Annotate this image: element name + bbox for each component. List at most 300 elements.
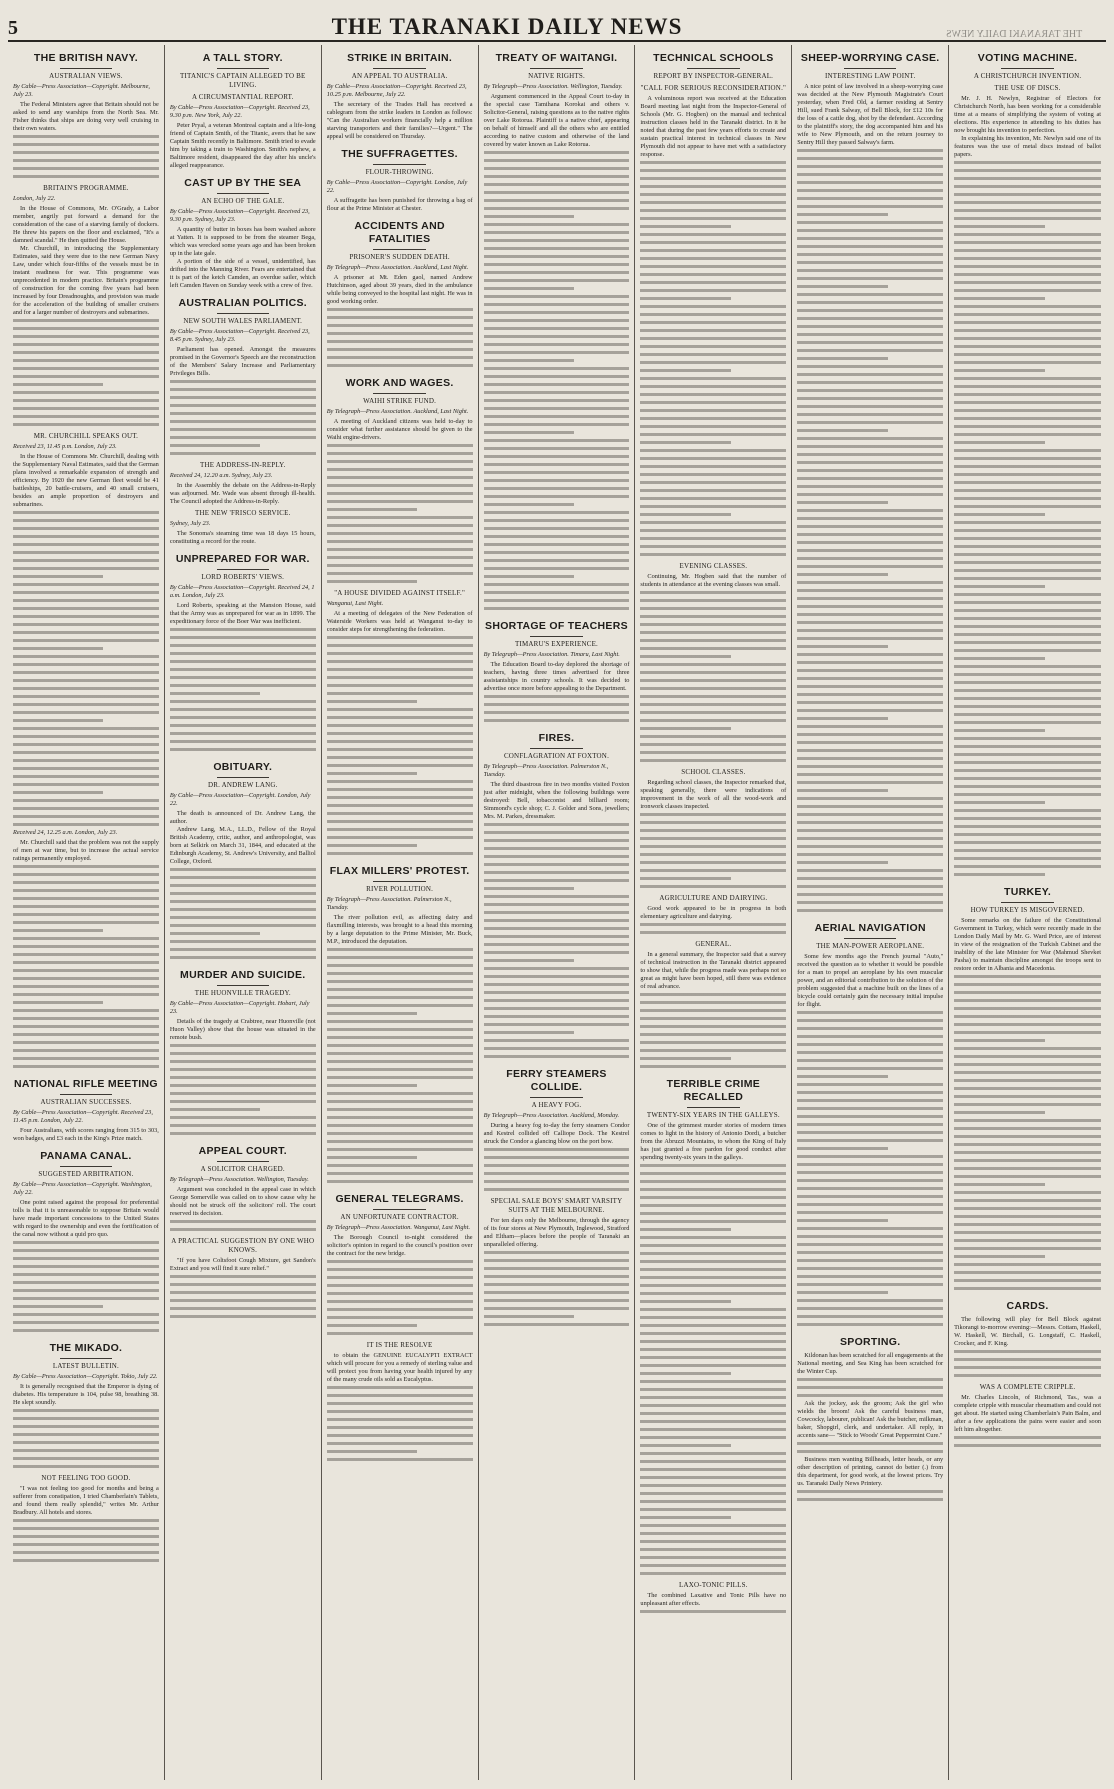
illegible-text-line [170,730,316,738]
illegible-text-line [954,1213,1101,1221]
illegible-text-line [13,421,159,429]
article-dateline: By Telegraph—Press Association. Auckland, Monday. [483,1112,620,1119]
article-subhead: WAIHI STRIKE FUND. [363,397,437,405]
illegible-text-line [13,863,159,871]
illegible-text-line [484,501,574,509]
illegible-text-line [13,879,159,887]
news-article [170,52,316,170]
illegible-text-line [484,1313,574,1321]
illegible-text-line [13,927,103,935]
article-subhead: EVENING CLASSES. [679,562,748,570]
illegible-text-line [13,613,159,621]
illegible-text-line [170,946,316,954]
illegible-text-line [13,1247,159,1255]
article-subhead: BRITAIN'S PROGRAMME. [43,184,129,192]
article-body [640,951,786,1071]
illegible-text-line [797,195,943,203]
illegible-text-line [954,871,1045,879]
news-article [640,562,786,765]
illegible-text-line [327,962,473,970]
illegible-text-line [327,978,473,986]
illegible-text-line [484,1013,630,1021]
illegible-text-line [484,717,630,725]
illegible-text-line [484,293,630,301]
illegible-text-line [13,805,159,813]
illegible-text-line [327,1384,473,1392]
illegible-text-line [640,733,786,741]
article-subhead: CONFLAGRATION AT FOXTON. [503,752,610,760]
article-body [170,1018,316,1138]
illegible-text-line [327,850,473,858]
article-body [170,602,316,754]
illegible-text-line [170,626,316,634]
illegible-text-line [327,514,473,522]
illegible-text-line [640,255,786,263]
illegible-text-line [797,579,943,587]
illegible-text-line [170,666,316,674]
illegible-text-line [484,573,574,581]
illegible-text-line [954,207,1101,215]
headline-rule [217,193,270,194]
article-body [640,1122,786,1578]
illegible-text-line [484,1154,630,1162]
page-number: 5 [8,17,18,39]
illegible-text-line [170,914,316,922]
illegible-text-line [797,515,943,523]
illegible-text-line [640,407,786,415]
headline-rule [217,777,270,778]
illegible-text-line [954,479,1101,487]
illegible-text-line [484,1053,630,1061]
illegible-text-line [797,635,943,643]
illegible-text-line [170,434,316,442]
article-paragraph: Lord Roberts, speaking at the Mansion House, said that the Army was as unprepared for war as in 1899. The expeditionary force of the Boer War was inefficient. [169,602,316,625]
illegible-text-line [797,1017,943,1025]
illegible-text-line [327,778,473,786]
article-body [170,226,316,290]
article-dateline: By Cable—Press Association—Copyright. Melbourne, July 23. [13,83,150,98]
illegible-text-line [170,714,316,722]
news-columns [8,45,1106,1780]
article-body [954,1316,1101,1380]
article-subhead: AUSTRALIAN VIEWS. [49,72,123,80]
illegible-text-line [954,743,1101,751]
news-article [170,1145,316,1234]
article-body [640,905,786,937]
illegible-text-line [640,991,786,999]
illegible-text-line [954,167,1101,175]
illegible-text-line [797,467,943,475]
news-column [322,45,479,1780]
illegible-text-line [13,1447,159,1455]
article-subhead: RIVER POLLUTION. [366,885,434,893]
illegible-text-line [327,1258,473,1266]
article-body [327,1234,473,1338]
article-subhead: THE MAN-POWER AEROPLANE. [816,942,925,950]
illegible-text-line [484,901,630,909]
article-body [170,1186,316,1234]
illegible-text-line [640,1226,730,1234]
illegible-text-line [327,802,473,810]
illegible-text-line [640,343,786,351]
illegible-text-line [640,1402,786,1410]
illegible-text-line [640,1410,786,1418]
illegible-text-line [797,1081,943,1089]
illegible-text-line [640,519,786,527]
illegible-text-line [170,1066,316,1074]
illegible-text-line [640,1514,730,1522]
illegible-text-line [797,1297,943,1305]
illegible-text-line [640,479,786,487]
illegible-text-line [484,1178,630,1186]
illegible-text-line [640,311,786,319]
article-headline: THE BRITISH NAVY. [33,52,138,64]
illegible-text-line [797,1448,943,1456]
article-headline: WORK AND WAGES. [345,377,454,389]
illegible-text-line [954,1165,1101,1173]
illegible-text-line [797,347,943,355]
illegible-text-line [954,303,1101,311]
article-body [13,453,159,829]
illegible-text-line [170,1090,316,1098]
illegible-text-line [797,323,943,331]
illegible-text-line [640,391,786,399]
article-body [797,1400,943,1456]
illegible-text-line [640,183,786,191]
illegible-text-line [327,946,473,954]
illegible-text-line [484,709,630,717]
illegible-text-line [954,455,1101,463]
article-subhead: MR. CHURCHILL SPEAKS OUT. [33,432,139,440]
illegible-text-line [640,503,786,511]
news-column [949,45,1106,1780]
illegible-text-line [13,709,159,717]
illegible-text-line [954,463,1101,471]
illegible-text-line [484,317,630,325]
illegible-text-line [797,1137,943,1145]
headline-rule [60,68,113,69]
illegible-text-line [484,469,630,477]
illegible-text-line [327,498,473,506]
article-subhead: LATEST BULLETIN. [52,1362,119,1370]
illegible-text-line [640,1418,786,1426]
illegible-text-line [954,1133,1101,1141]
illegible-text-line [797,643,887,651]
illegible-text-line [954,655,1045,663]
illegible-text-line [13,919,159,927]
illegible-text-line [954,663,1101,671]
illegible-text-line [327,1290,473,1298]
article-dateline: Sydney, July 23. [169,520,211,527]
illegible-text-line [327,826,473,834]
illegible-text-line [13,677,159,685]
article-subhead: IT IS THE RESOLVE [366,1341,433,1349]
article-paragraph: Some remarks on the failure of the Constitutional Government in Turkey, which were recently made in the London Daily Mail by Mr. G. Ward Price, are of interest in view of the resignation of the Turkish Cabinet and the inability of the late Minister for War (Mahmud Shevket Pasha) to maintain discipline amongst the troops sent to restore order in Albania and Macedonia. [954,917,1101,972]
illegible-text-line [797,539,943,547]
article-body [484,1217,630,1329]
illegible-text-line [327,546,473,554]
illegible-text-line [484,933,630,941]
illegible-text-line [954,1372,1101,1380]
illegible-text-line [13,565,159,573]
illegible-text-line [13,1525,159,1533]
illegible-text-line [170,1281,316,1289]
headline-rule [530,1097,583,1098]
illegible-text-line [954,1205,1101,1213]
illegible-text-line [484,533,630,541]
article-headline: FERRY STEAMERS COLLIDE. [506,1068,607,1093]
illegible-text-line [170,954,316,962]
article-dateline: By Telegraph—Press Association. Auckland, Last Night. [326,264,469,271]
illegible-text-line [13,1541,159,1549]
illegible-text-line [640,1218,786,1226]
article-headline: STRIKE IN BRITAIN. [347,52,453,64]
article-body [640,779,786,891]
illegible-text-line [797,363,943,371]
illegible-text-line [484,829,630,837]
illegible-text-line [640,1386,786,1394]
illegible-text-line [484,861,630,869]
illegible-text-line [327,1432,473,1440]
news-article [640,940,786,1071]
illegible-text-line [797,163,943,171]
news-article [954,1383,1101,1450]
illegible-text-line [13,1463,159,1471]
illegible-text-line [13,797,159,805]
illegible-text-line [640,1314,786,1322]
illegible-text-line [797,483,943,491]
illegible-text-line [640,159,786,167]
illegible-text-line [327,1440,473,1448]
illegible-text-line [640,1450,786,1458]
illegible-text-line [170,1098,316,1106]
illegible-text-line [640,717,786,725]
illegible-text-line [797,1496,943,1504]
news-article [484,1068,630,1194]
illegible-text-line [327,986,473,994]
illegible-text-line [954,1221,1101,1229]
illegible-text-line [797,1376,943,1384]
illegible-text-line [484,237,630,245]
illegible-text-line [13,693,159,701]
headline-rule [844,938,897,939]
illegible-text-line [327,1408,473,1416]
illegible-text-line [640,1434,786,1442]
illegible-text-line [640,1023,786,1031]
illegible-text-line [797,475,943,483]
illegible-text-line [640,589,786,597]
headline-rule [687,68,740,69]
illegible-text-line [327,994,473,1002]
news-article [170,553,316,754]
illegible-text-line [484,869,630,877]
article-subhead: INTERESTING LAW POINT. [824,72,916,80]
illegible-text-line [484,893,630,901]
illegible-text-line [13,1063,159,1071]
illegible-text-line [640,551,786,559]
illegible-text-line [954,855,1101,863]
illegible-text-line [13,1517,159,1525]
news-article [640,1078,786,1578]
article-body [954,1394,1101,1450]
illegible-text-line [640,1298,730,1306]
illegible-text-line [797,339,943,347]
illegible-text-line [954,727,1045,735]
article-paragraph: Ask the jockey, ask the groom; Ask the girl who wields the broom! Ask the careful business man, Cowcocky, labourer, publican! Ask the butcher, milkman, baker, Shopgirl, clerk, and undertaker. All reply, in accents sane— "Stick to Woods' Great Peppermint Cure." [797,1400,944,1439]
news-article [327,148,473,213]
illegible-text-line [484,205,630,213]
article-subhead: TWENTY-SIX YEARS IN THE GALLEYS. [646,1111,780,1119]
news-article [640,1581,786,1616]
illegible-text-line [954,1253,1045,1261]
article-headline: NATIONAL RIFLE MEETING [13,1078,158,1090]
illegible-text-line [170,906,316,914]
illegible-text-line [797,411,943,419]
illegible-text-line [954,335,1101,343]
article-body [170,810,316,962]
illegible-text-line [954,1101,1101,1109]
illegible-text-line [640,239,786,247]
article-body [327,197,473,213]
article-headline: TREATY OF WAITANGI. [495,52,618,64]
illegible-text-line [954,815,1101,823]
illegible-text-line [484,565,630,573]
article-dateline: By Cable—Press Association—Copyright. Received 23, 9.30 p.m. Sydney, July 23. [169,208,310,223]
headline-rule [373,393,426,394]
article-dateline: By Telegraph—Press Association. Wellington, Tuesday. [483,83,623,90]
illegible-text-line [797,563,943,571]
illegible-text-line [797,1009,943,1017]
illegible-text-line [170,882,316,890]
illegible-text-line [954,1045,1101,1053]
article-body [797,1456,943,1504]
illegible-text-line [797,1440,943,1448]
illegible-text-line [797,883,943,891]
illegible-text-line [640,351,786,359]
illegible-text-line [484,925,630,933]
illegible-text-line [640,827,786,835]
article-paragraph: The third disastrous fire in two months visited Foxton just after midnight, when the following buildings were destroyed: Bell, tobacconist and billiard room; Simmond's cycle shop; C. J. Golder and Sons, jewellers; Mrs. M. Parkes, dressmaker. [483,781,630,820]
article-paragraph: A nice point of law involved in a sheep-worrying case was decided at the New Plymouth Magistrate's Court yesterday, when Fred Old, a farmer residing at Sentry Hill, sued Frank Salway, of Bell Block, for £12 10s for the loss of a cattle dog, shot by the defendant. According to the plaintiff's story, the dog accompanied him and his wife to New Plymouth, and on the return journey to Sentry Hill they passed Salway's farm. [797,83,944,146]
illegible-text-line [13,589,159,597]
illegible-text-line [797,355,887,363]
illegible-text-line [13,1047,159,1055]
article-dateline: Received 24, 12.25 a.m. London, July 23. [13,829,118,836]
illegible-text-line [484,917,630,925]
illegible-text-line [954,527,1101,535]
illegible-text-line [954,1093,1101,1101]
illegible-text-line [13,911,159,919]
illegible-text-line [13,325,159,333]
illegible-text-line [640,231,786,239]
illegible-text-line [954,1085,1101,1093]
illegible-text-line [640,471,786,479]
news-article [484,52,630,613]
illegible-text-line [640,1170,786,1178]
illegible-text-line [13,903,159,911]
illegible-text-line [13,1031,159,1039]
news-article [954,52,1101,879]
illegible-text-line [327,818,473,826]
illegible-text-line [170,898,316,906]
illegible-text-line [327,1130,473,1138]
illegible-text-line [797,1265,943,1273]
illegible-text-line [170,1074,316,1082]
illegible-text-line [327,306,473,314]
illegible-text-line [640,319,786,327]
illegible-text-line [797,1057,943,1065]
illegible-text-line [640,1378,786,1386]
news-article [327,589,473,858]
illegible-text-line [954,1069,1101,1077]
news-article [797,52,943,915]
illegible-text-line [170,1289,316,1297]
illegible-text-line [640,1178,786,1186]
illegible-text-line [797,1225,943,1233]
illegible-text-line [954,535,1101,543]
illegible-text-line [484,1170,630,1178]
illegible-text-line [484,1021,630,1029]
article-paragraph: For ten days only the Melbourne, through the agency of its four stores at New Plymouth, Inglewood, Stratford and Eltham—places before the people of Taranaki an unparalleled offering. [483,1217,630,1248]
illegible-text-line [13,1255,159,1263]
illegible-text-line [484,309,630,317]
illegible-text-line [170,746,316,754]
illegible-text-line [13,541,159,549]
illegible-text-line [327,658,473,666]
illegible-text-line [797,1305,943,1313]
article-subhead: AN ECHO OF THE GALE. [201,197,285,205]
illegible-text-line [797,251,943,259]
illegible-text-line [954,159,1101,167]
article-dateline: By Telegraph—Press Association. Palmerston N., Tuesday. [326,896,452,911]
article-body [170,482,316,506]
illegible-text-line [170,674,316,682]
illegible-text-line [797,755,943,763]
illegible-text-line [797,699,943,707]
illegible-text-line [484,877,630,885]
illegible-text-line [797,683,943,691]
illegible-text-line [327,330,473,338]
illegible-text-line [327,794,473,802]
illegible-text-line [797,723,943,731]
article-body [327,101,473,141]
headline-rule [217,1161,270,1162]
illegible-text-line [640,661,786,669]
article-dateline: By Telegraph—Press Association. Wanganui, Last Night. [326,1224,471,1231]
article-body [170,346,316,458]
illegible-text-line [170,450,316,458]
illegible-text-line [327,682,473,690]
illegible-text-line [797,907,943,915]
illegible-text-line [484,509,630,517]
illegible-text-line [954,399,1101,407]
article-subhead: AUSTRALIAN SUCCESSES. [40,1098,132,1106]
article-dateline: Received 23, 11.45 p.m. London, July 23. [13,443,117,450]
illegible-text-line [13,781,159,789]
illegible-text-line [13,573,103,581]
illegible-text-line [954,239,1101,247]
illegible-text-line [327,458,473,466]
illegible-text-line [797,707,943,715]
illegible-text-line [954,1434,1101,1442]
illegible-text-line [640,167,786,175]
illegible-text-line [13,165,159,173]
illegible-text-line [954,1364,1101,1372]
article-dateline: By Cable—Press Association—Copyright. Received 23, 8.45 p.m. Sydney, July 23. [169,328,310,343]
illegible-text-line [797,1384,943,1392]
illegible-text-line [484,965,630,973]
illegible-text-line [640,693,786,701]
